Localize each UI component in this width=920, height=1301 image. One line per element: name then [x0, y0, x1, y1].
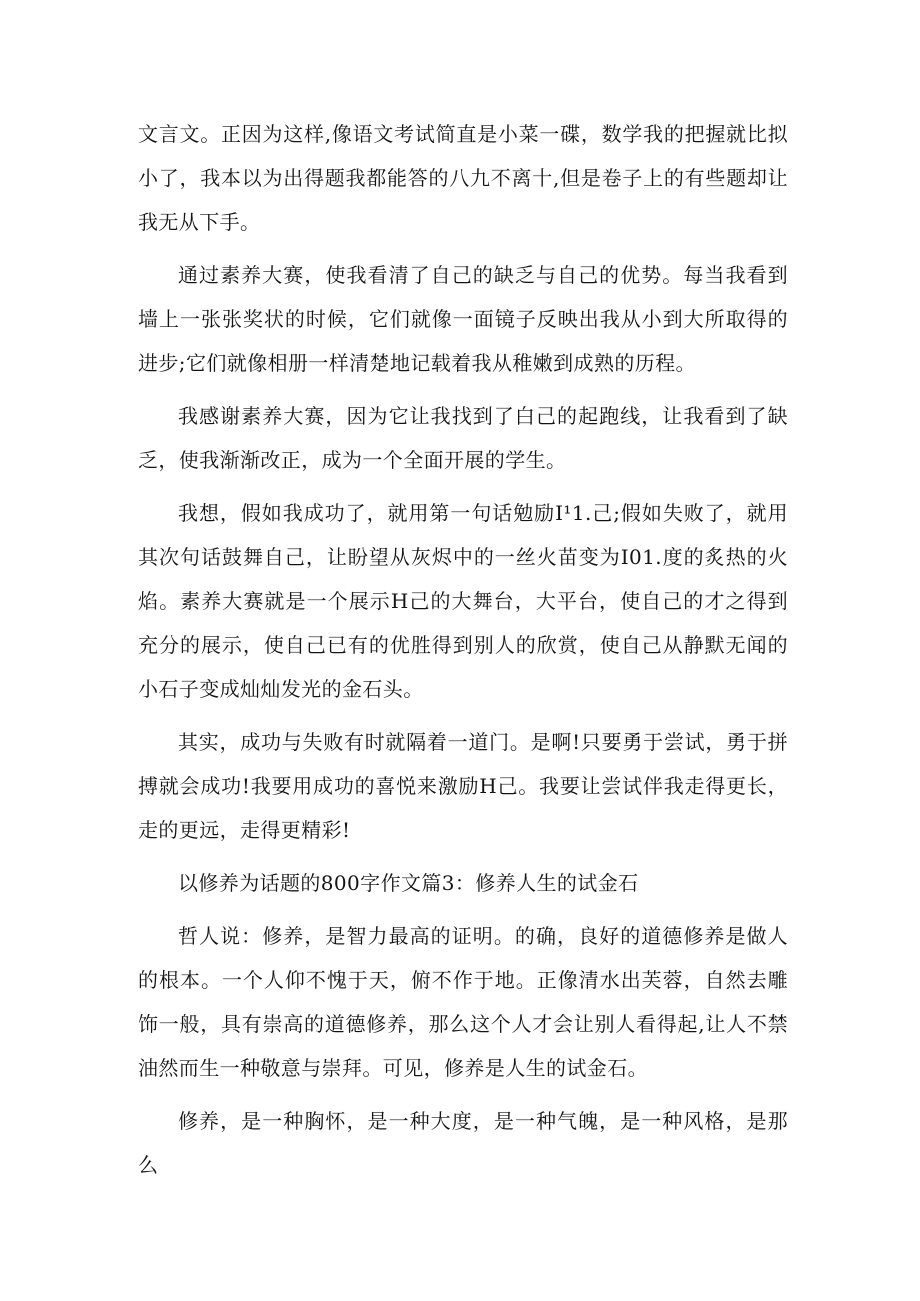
paragraph-self-reflection: 通过素养大赛，使我看清了自己的缺乏与自己的优势。每当我看到墙上一张张奖状的时候，它们就像一面镜子反映出我从小到大所取得的进步;它们就像相册一样清楚地记载着我从稚嫩到成熟的历程。: [138, 263, 788, 375]
paragraph-gratitude: 我感谢素养大赛，因为它让我找到了白己的起跑线，让我看到了缺乏，使我渐渐改正，成为一个全面开展的学生。: [138, 404, 788, 472]
paragraph-continuation: 文言文。正因为这样,像语文考试简直是小菜一碟，数学我的把握就比拟小了，我本以为出得题我都能答的八九不离十,但是卷子上的有些题却让我无从下手。: [138, 122, 788, 234]
paragraph-encouragement: 我想，假如我成功了，就用第一句话勉励I¹1.己;假如失败了，就用其次句话鼓舞自己，让盼望从灰烬中的一丝火苗变为I01.度的炙热的火焰。素养大赛就是一个展示H己的大舞台，大平台，使自己的才之得到充分的展示，使自己已有的优胜得到别人的欣赏，使自己从静默无闻的小石子变成灿灿发光的金石头。: [138, 501, 788, 701]
paragraph-success-failure: 其实，成功与失败有时就隔着一道门。是啊!只要勇于尝试，勇于拼搏就会成功!我要用成功的喜悦来激励H己。我要让尝试伴我走得更长，走的更远，走得更精彩!: [138, 730, 788, 842]
paragraph-philosopher-quote: 哲人说：修养，是智力最高的证明。的确，良好的道德修养是做人的根本。一个人仰不愧于天，俯不作于地。正像清水出芙蓉，自然去雕饰一般，具有崇高的道德修养，那么这个人才会让别人看得起,让人不禁油然而生一种敬意与崇拜。可见，修养是人生的试金石。: [138, 924, 788, 1080]
essay-section-heading: 以修养为话题的800字作文篇3：修养人生的试金石: [178, 871, 639, 895]
paragraph-cultivation-definition: 修养，是一种胸怀，是一种大度，是一种气魄，是一种风格，是那么: [138, 1109, 788, 1177]
document-body: [138, 112, 788, 1196]
